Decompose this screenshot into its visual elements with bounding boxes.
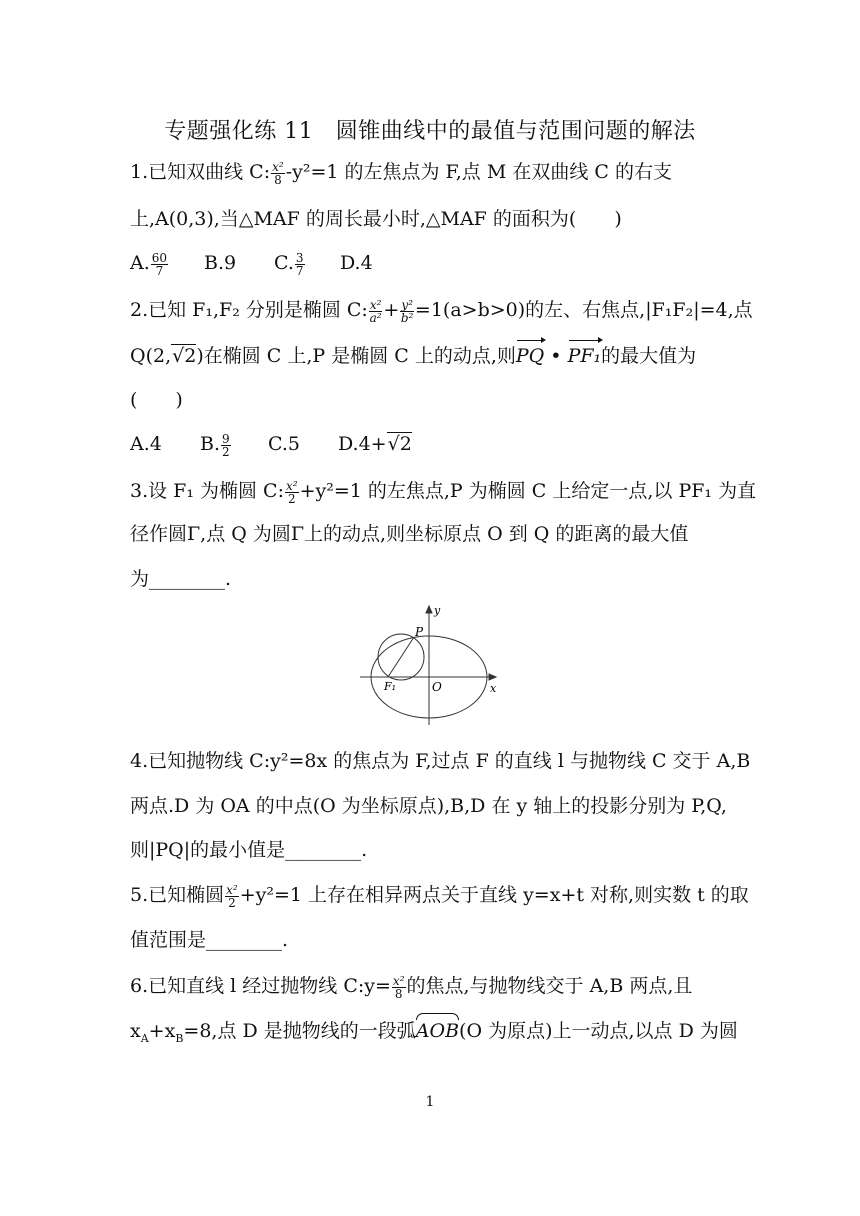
q6-text-c: =8,点 D 是抛物线的一段弧 [183,1020,416,1042]
frac-denominator: 2 [228,895,236,910]
frac-numerator: x² [369,297,382,312]
sqrt-expression: √2 [387,433,412,455]
q3-text-a: 3.设 F₁ 为椭圆 C: [130,480,284,502]
option-label: B. [200,433,221,455]
q6-text-a: x [130,1020,141,1042]
frac-denominator: 7 [155,263,164,278]
frac-numerator: 60 [151,250,168,265]
option-label: A. [130,252,150,274]
q3-fraction [285,480,299,505]
frac-numerator: x² [272,159,284,174]
q2-option-d [338,430,412,458]
subscript-b: B [175,1031,184,1045]
frac-denominator: 2 [222,444,230,459]
q1-option-a [130,249,204,277]
q5-text-b: +y²=1 上存在相异两点关于直线 y=x+t 对称,则实数 t 的取 [239,884,749,906]
frac-denominator: 2 [287,491,296,506]
q3-line3: 为________. [130,568,232,590]
q1-text-a: 1.已知双曲线 C: [130,161,271,183]
frac-denominator: a² [369,310,382,325]
option-fraction [221,433,231,458]
dot-operator: • [544,345,568,367]
q6-line2 [130,1017,740,1053]
option-label: C. [274,252,294,274]
q1-line1 [130,158,740,186]
q3-line2: 径作圆Γ,点 Q 为圆Γ上的动点,则坐标原点 O 到 Q 的距离的最大值 [130,523,689,545]
label-f1: F₁ [384,680,397,693]
q2-option-c: C.5 [268,433,300,455]
frac-denominator: 7 [295,263,304,278]
option-fraction [151,252,168,277]
q2-fraction-x [369,299,383,324]
q5-line1 [130,881,749,910]
q2-option-a: A.4 [130,433,162,455]
label-p: P [415,625,424,639]
q6-text-b: 的焦点,与抛物线交于 A,B 两点,且 [406,975,693,997]
frac-denominator: b² [400,310,414,325]
q2-text-a: 2.已知 F₁,F₂ 分别是椭圆 C: [130,299,368,321]
q6-text-d: (O 为原点)上一动点,以点 D 为圆 [459,1020,738,1042]
frac-numerator: 3 [295,250,304,265]
plus-sign: + [383,299,400,321]
q2-text-b: )在椭圆 C 上,P 是椭圆 C 上的动点,则 [196,345,516,367]
option-fraction [295,252,305,277]
ellipse-figure [356,600,506,730]
q2-fraction-y [400,299,414,324]
q2-text-a: Q(2, [130,345,172,367]
q4-line1: 4.已知抛物线 C:y²=8x 的焦点为 F,过点 F 的直线 l 与抛物线 C 交于 A,B [130,750,751,772]
q3-text-b: +y²=1 的左焦点,P 为椭圆 C 上给定一点,以 PF₁ 为直 [299,480,757,502]
q2-text-c: 的最大值为 [601,345,697,367]
q1-fraction [271,161,285,186]
q5-line2: 值范围是________. [130,929,289,951]
page-title: 专题强化练 11 圆锥曲线中的最值与范围问题的解法 [164,119,696,144]
q6-line1 [130,972,740,1000]
q1-option-c [274,249,340,277]
q3-line1 [130,477,757,506]
option-text: D.4+ [338,433,387,455]
q2-text-b: =1(a>b>0)的左、右焦点,|F₁F₂|=4,点 [414,299,753,321]
q6-text-b: +x [148,1020,176,1042]
label-y: y [434,604,441,617]
frac-numerator: 9 [222,431,230,446]
q4-line2: 两点.D 为 OA 的中点(O 为坐标原点),B,D 在 y 轴上的投影分别为 P,Q, [130,795,727,817]
frac-denominator: 8 [394,986,403,1001]
q2-line2 [130,342,740,370]
frac-numerator: x² [226,882,238,897]
segment-pf1 [388,637,414,677]
q2-options [130,430,740,458]
q2-line3: ( ) [130,389,183,411]
frac-denominator: 8 [274,172,282,187]
q2-line1 [130,296,753,325]
q1-option-b: B.9 [204,252,237,274]
q2-option-b [200,430,268,458]
frac-numerator: y² [401,297,413,312]
q6-fraction [392,975,406,1000]
q4-line3: 则|PQ|的最小值是________. [130,839,368,861]
frac-numerator: x² [392,973,405,988]
q5-fraction [225,884,239,909]
y-axis-arrow [426,606,432,613]
vector-pq: PQ [516,342,544,370]
arc-aob: AOB [416,1017,459,1045]
q6-text-a: 6.已知直线 l 经过抛物线 C:y= [130,975,391,997]
q1-option-d: D.4 [340,252,373,274]
q1-text-b: -y²=1 的左焦点为 F,点 M 在双曲线 C 的右支 [285,161,672,183]
x-axis-arrow [489,674,496,680]
q1-line2: 上,A(0,3),当△MAF 的周长最小时,△MAF 的面积为( ) [130,208,622,230]
label-x: x [490,682,497,695]
label-o: O [432,680,442,694]
vector-pf1: PF₁ [568,342,602,370]
q5-text-a: 5.已知椭圆 [130,884,225,906]
sqrt-expression: √2 [172,345,197,367]
frac-numerator: x² [286,478,298,493]
page-number: 1 [425,1094,435,1110]
subscript-a: A [140,1031,149,1045]
q1-options [130,249,740,277]
